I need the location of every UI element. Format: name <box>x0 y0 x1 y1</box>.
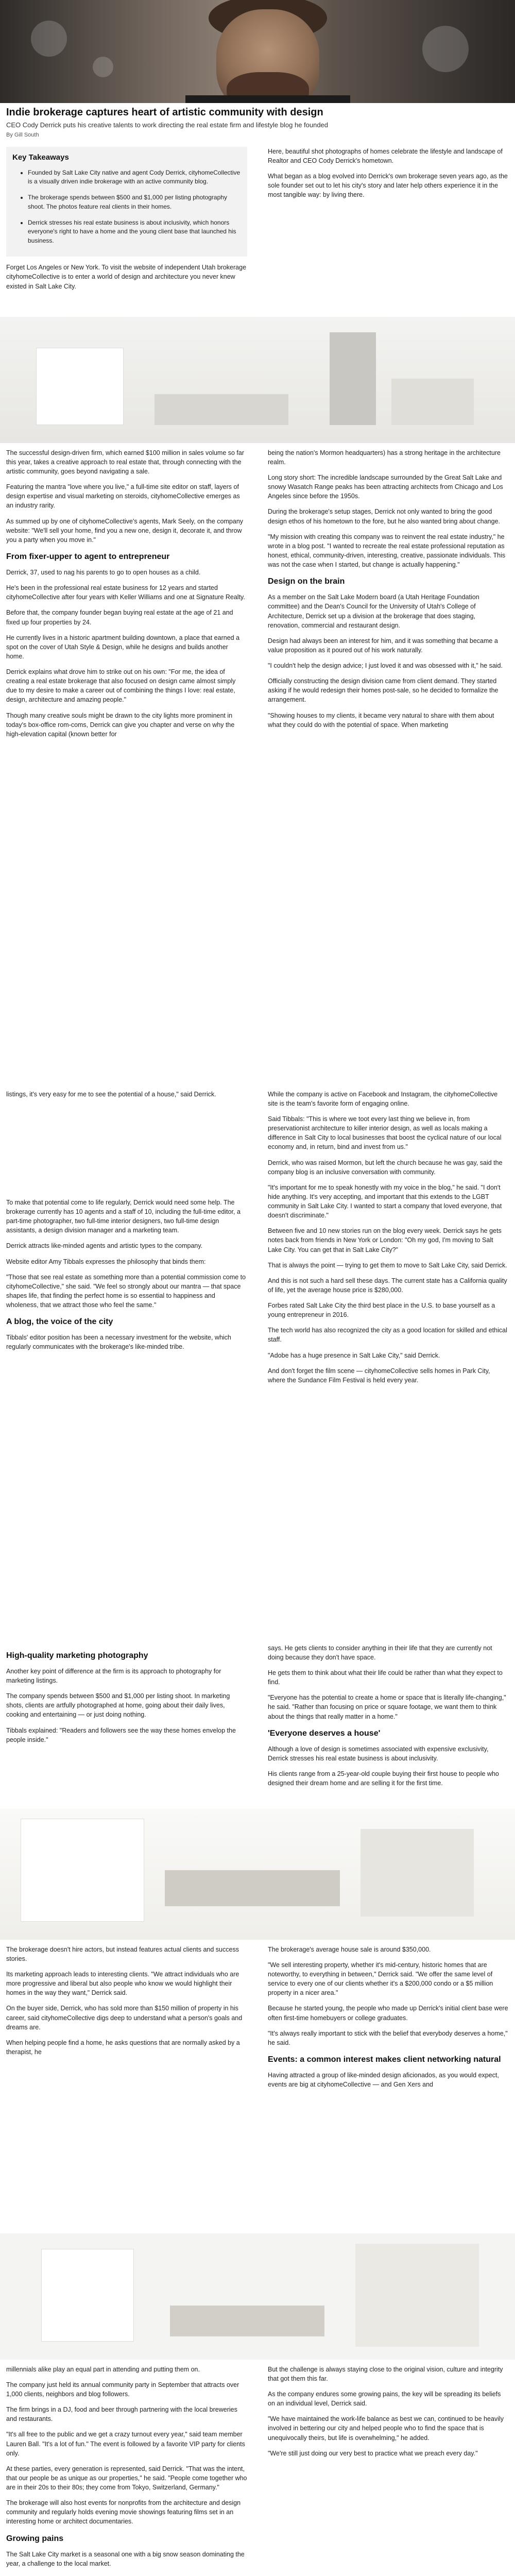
paragraph: "It's all free to the public and we get a crazy turnout every year," said team member Lauren Ball. "It's a lot of fun." The event is followed by a favorite VIP party for clients only. <box>6 2431 245 2457</box>
takeaway-item: • The brokerage spends between $500 and $1,000 per listing photography shoot. The photos feature real clients in their homes. <box>28 193 241 211</box>
key-takeaways-title: Key Takeaways <box>12 152 69 162</box>
paragraph: Derrick, 37, used to nag his parents to go to open houses as a child. <box>6 569 201 577</box>
paragraph: Said Tibbals: "This is where we toot every last thing we believe in, from preservationist architecture to killer interior design, as well as locals making a difference in Salt City to local businesses that boost the cyclical nature of our local economy and, in return, bind and invest from us." <box>268 1115 502 1151</box>
paragraph: "Adobe has a huge presence in Salt Lake City," said Derrick. <box>268 1351 440 1359</box>
paragraph: The company spends between $500 and $1,000 per listing shoot. In marketing shots, clients are artfully photographed at home, going about their daily lives, cooking and entertaining — or just doing nothing. <box>6 1692 230 1719</box>
paragraph: The tech world has also recognized the city as a good location for skilled and ethical staff. <box>268 1327 507 1344</box>
paragraph: What began as a blog evolved into Derrick's own brokerage seven years ago, as the sole founder set out to let his city's story and later help others experience it in the most tangible way: by living there. <box>268 173 508 199</box>
interior-photo-dining <box>0 2233 515 2360</box>
paragraph: "We're still just doing our very best to practice what we preach every day." <box>268 2449 478 2457</box>
paragraph: listings, it's very easy for me to see the potential of a house," said Derrick. <box>6 1090 216 1098</box>
paragraph: Because he started young, the people who made up Derrick's initial client base were often first-time homebuyers or college graduates. <box>268 2005 508 2022</box>
paragraph: He gets them to think about what their life could be rather than what they expect to find. <box>268 1669 503 1686</box>
paragraph: Before that, the company founder began buying real estate at the age of 21 and fixed up four properties by 24. <box>6 609 233 626</box>
paragraph: Forget Los Angeles or New York. To visit the website of independent Utah brokerage cityhomeCollective is to enter a world of design and architecture you never knew existed in Salt Lake City. <box>6 264 247 290</box>
paragraph: To make that potential come to life regularly, Derrick would need some help. The brokerage currently has 10 agents and a staff of 10, including the full-time editor, a part-time photographer, two full-time interior designers, two full-time design assistants, a design division manager and a marketing team. <box>6 1198 241 1234</box>
article-headline: Indie brokerage captures heart of artistic community with design <box>6 107 323 118</box>
paragraph: The brokerage will also host events for nonprofits from the architecture and design community and regularly holds evening movie showings featuring films set in an interesting home or architect documentaries. <box>6 2499 241 2526</box>
paragraph: Derrick attracts like-minded agents and artistic types to the company. <box>6 1242 203 1250</box>
takeaway-item: • Founded by Salt Lake City native and agent Cody Derrick, cityhomeCollective is a visually driven indie brokerage with an active community blog. <box>28 168 241 187</box>
article-byline: By Gill South <box>6 131 39 138</box>
paragraph: Another key point of difference at the firm is its approach to photography for marketing listings. <box>6 1667 221 1685</box>
paragraph: The company just held its annual community party in September that attracts over 1,000 clients, neighbors and blog followers. <box>6 2381 239 2398</box>
paragraph: During the brokerage's setup stages, Derrick not only wanted to bring the good design ethos of his hometown to the fore, but he also wanted bring about change. <box>268 508 501 525</box>
paragraph: Although a love of design is sometimes associated with expensive exclusivity, Derrick stresses his real estate business is about inclusivity. <box>268 1745 489 1762</box>
paragraph: Between five and 10 new stories run on the blog every week. Derrick says he gets notes back from friends in New York or London: "Oh my god, I'm moving to Salt Lake City. You can get that in Salt Lake City?" <box>268 1227 502 1253</box>
paragraph: While the company is active on Facebook and Instagram, the cityhomeCollective site is the team's favorite form of engaging online. <box>268 1090 498 1107</box>
paragraph: Tibbals' editor position has been a necessary investment for the website, which regularly communicates with the brokerage's like-minded tribe. <box>6 1334 231 1351</box>
paragraph: says. He gets clients to consider anything in their life that they are currently not doing because they don't have space. <box>268 1644 492 1661</box>
section-heading: 'Everyone deserves a house' <box>268 1728 381 1738</box>
paragraph: On the buyer side, Derrick, who has sold more than $150 million of property in his career, said cityhomeCollective digs deep to understand what a person's goals and dreams are. <box>6 2005 243 2031</box>
paragraph: As a member on the Salt Lake Modern board (a Utah Heritage Foundation committee) and the Dean's Council for the University of Utah's College of Architecture, Derrick set up a division at the brokerage that does staging, renovation, commercial and restaurant design. <box>268 594 479 629</box>
paragraph: But the challenge is always staying close to the original vision, culture and integrity that got them this far. <box>268 2365 503 2382</box>
paragraph: millennials alike play an equal part in attending and putting them on. <box>6 2365 200 2373</box>
paragraph: He's been in the professional real estate business for 12 years and started cityhomeCollective after four years with Keller Williams and one at Signature Realty. <box>6 584 245 601</box>
paragraph: The brokerage doesn't hire actors, but instead features actual clients and success stories. <box>6 1945 239 1962</box>
paragraph: Officially constructing the design division came from client demand. They started asking if he would redesign their homes post-sale, so he decided to formalize the arrangement. <box>268 677 499 704</box>
paragraph: Website editor Amy Tibbals expresses the philosophy that binds them: <box>6 1258 206 1265</box>
paragraph: Long story short: The incredible landscape surrounded by the Great Salt Lake and snowy Wasatch Range peaks has been attracting architects from Chicago and Los Angeles since before the 1950s. <box>268 474 503 500</box>
paragraph: Its marketing approach leads to interesting clients. "We attract individuals who are more progressive and liberal but also people who know we would highlight their homes in the way they want," Derrick said. <box>6 1971 239 1997</box>
paragraph: And this is not such a hard sell these days. The current state has a California quality of life, yet the average house price is $280,000. <box>268 1277 507 1294</box>
paragraph: When helping people find a home, he asks questions that are normally asked by a therapist, he <box>6 2039 240 2056</box>
paragraph: Forbes rated Salt Lake City the third best place in the U.S. to base yourself as a young entrepreneur in 2016. <box>268 1302 495 1319</box>
paragraph: Featuring the mantra "love where you live," a full-time site editor on staff, layers of design expertise and visual marketing on steroids, cityhomeCollective emerges as an industry rarity. <box>6 483 240 510</box>
paragraph: The Salt Lake City market is a seasonal one with a big snow season dominating the year, a challenge to the local market. <box>6 2550 245 2567</box>
paragraph: The successful design-driven firm, which earned $100 million in sales volume so far this year, takes a creative approach to real estate that, through connecting with the artistic community, goes beyond navigating a sale. <box>6 449 245 476</box>
paragraph: "Everyone has the potential to create a home or space that is literally life-changing," he said. "Rather than focusing on price or square footage, we want them to think about the things that really matter in a home." <box>268 1694 506 1720</box>
paragraph: "It's important for me to speak honestly with my voice in the blog," he said. "I don't hide anything. It's very accepting, and important that this extends to the LGBT community in Salt Lake City. I wanted to start a company that loved everyone, that doesn't discriminate." <box>268 1183 502 1219</box>
paragraph: At these parties, every generation is represented, said Derrick. "That was the intent, that our people be as unique as our properties," he said. "People come together who are in their 20s to their 80s; they come from Tokyo, Switzerland, Germany." <box>6 2465 247 2492</box>
paragraph: He currently lives in a historic apartment building downtown, a place that earned a spot on the cover of Utah Style & Design, while he designs and builds another home. <box>6 634 240 660</box>
paragraph: "We sell interesting property, whether it's mid-century, historic homes that are noteworthy, to everything in between," Derrick said. "We offer the same level of service to every one of our clients whether it's a $200,000 condo or a $5 million property in a nicer area." <box>268 1961 493 1997</box>
paragraph: Here, beautiful shot photographs of homes celebrate the lifestyle and landscape of Realtor and CEO Cody Derrick's hometown. <box>268 147 503 164</box>
paragraph: The brokerage's average house sale is around $350,000. <box>268 1945 431 1953</box>
key-takeaways-box <box>6 147 247 257</box>
paragraph: Having attracted a group of like-minded design aficionados, as you would expect, events are big at cityhomeCollective — and Gen Xers and <box>268 2072 499 2089</box>
paragraph: As summed up by one of cityhomeCollective's agents, Mark Seely, on the company website: "We'll sell your home, find you a new one, design it, decorate it, and throw you a party when you move in." <box>6 517 244 544</box>
paragraph: Derrick explains what drove him to strike out on his own: "For me, the idea of creating a real estate brokerage that also focused on design came almost simply due to my desire to make a career out of combining the things I love: real estate, design, architecture and amazing people." <box>6 668 236 704</box>
paragraph: "Those that see real estate as something more than a potential commission come to cityhomeCollective," she said. "We feel so strongly about our mantra — that space shapes life, that finding the perfect home is so essential to happiness and wholeness, that we attract those who feel the same." <box>6 1273 246 1309</box>
paragraph: And don't forget the film scene — cityhomeCollective sells homes in Park City, where the Sundance Film Festival is held every year. <box>268 1367 490 1384</box>
takeaway-item: • Derrick stresses his real estate business is about inclusivity, which honors everyone's right to have a home and the young client base that launched his business. <box>28 218 241 245</box>
section-heading: From fixer-upper to agent to entrepreneur <box>6 552 170 561</box>
paragraph: Tibbals explained: "Readers and followers see the way these homes envelop the people inside." <box>6 1726 236 1743</box>
paragraph: "Showing houses to my clients, it became very natural to share with them about what they could do with the potential of space. When marketing <box>268 711 494 728</box>
paragraph: As the company endures some growing pains, the key will be spreading its beliefs on an individual level, Derrick said. <box>268 2391 501 2408</box>
paragraph: being the nation's Mormon headquarters) has a strong heritage in the architecture realm. <box>268 449 501 466</box>
section-heading: Events: a common interest makes client networking natural <box>268 2055 501 2064</box>
paragraph: That is always the point — trying to get them to move to Salt Lake City, said Derrick. <box>268 1261 507 1269</box>
paragraph: "We have maintained the work-life balance as best we can, continued to be heavily involved in bettering our city and helped people who to find the space that is unequivocally theirs, but life is overwhelming," he added. <box>268 2415 504 2442</box>
interior-photo-living-room <box>0 317 515 443</box>
paragraph: "It's always really important to stick with the belief that everybody deserves a home," he said. <box>268 2029 508 2046</box>
section-heading: High-quality marketing photography <box>6 1651 148 1660</box>
paragraph: The firm brings in a DJ, food and beer through partnering with the local breweries and restaurants. <box>6 2406 237 2423</box>
section-heading: Growing pains <box>6 2534 64 2543</box>
paragraph: Design had always been an interest for him, and it was something that became a value proposition as it poured out of his work naturally. <box>268 637 498 654</box>
section-heading: Design on the brain <box>268 577 345 586</box>
paragraph: "My mission with creating this company was to reinvent the real estate industry," he wrote in a blog post. "I wanted to recreate the real estate professional reputation as honest, ethical, community-driven, interesting, creative, passionate individuals. This was not the case when I started, but change is actually happening." <box>268 533 506 569</box>
article-subhead: CEO Cody Derrick puts his creative talents to work directing the real estate firm and lifestyle blog he founded <box>6 121 329 129</box>
paragraph: Derrick, who was raised Mormon, but left the church because he was gay, said the company blog is an inclusive conversation with community. <box>268 1159 503 1176</box>
hero-portrait-image <box>0 0 515 103</box>
section-heading: A blog, the voice of the city <box>6 1317 113 1327</box>
key-takeaways-list <box>12 168 241 246</box>
paragraph: Though many creative souls might be drawn to the city lights more prominent in today's box-office rom-coms, Derrick can give you chapter and verse on why the high-elevation capital (known better for <box>6 711 235 738</box>
paragraph: His clients range from a 25-year-old couple buying their first house to people who designed their dream home and are selling it for the first time. <box>268 1770 499 1787</box>
paragraph: "I couldn't help the design advice; I just loved it and was obsessed with it," he said. <box>268 662 503 670</box>
interior-photo-kitchen <box>0 1808 515 1940</box>
